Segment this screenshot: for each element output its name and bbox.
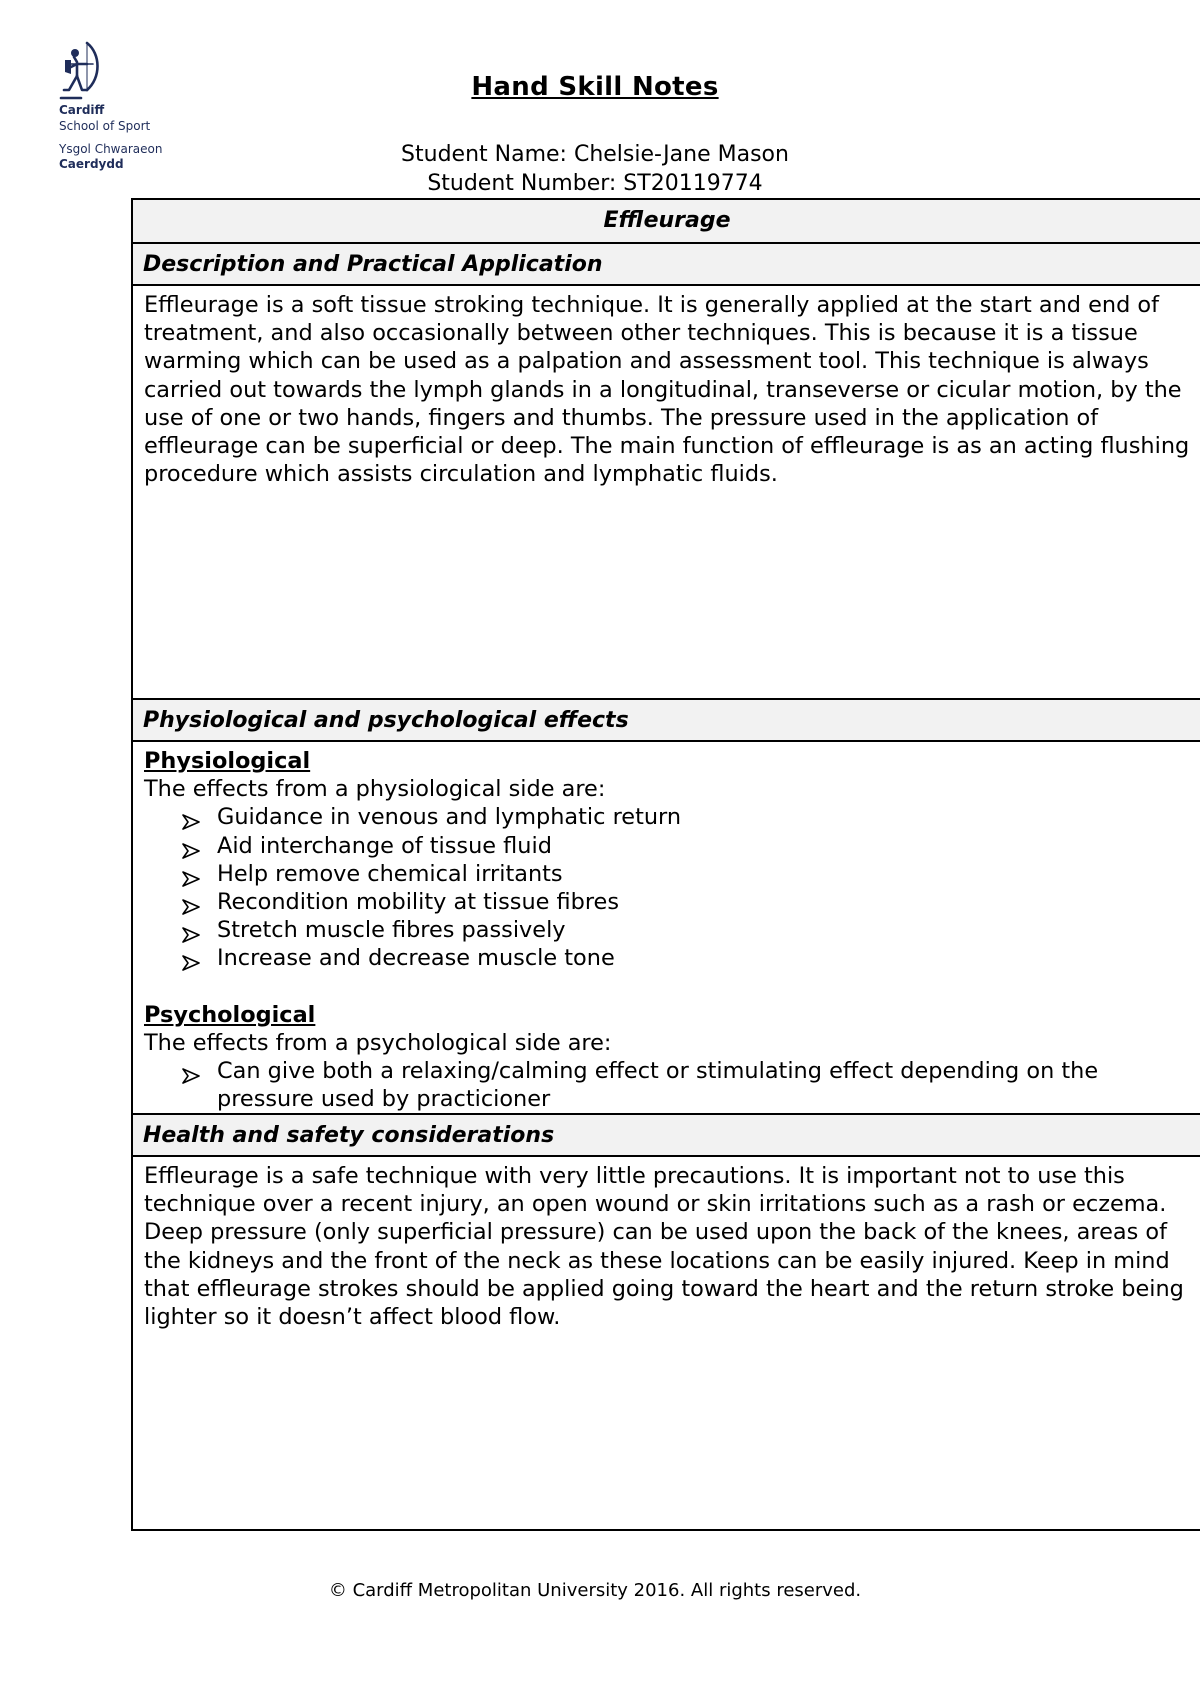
logo-text-school-of-sport: School of Sport (59, 119, 151, 133)
arrow-bullet-icon (182, 809, 200, 825)
page-title: Hand Skill Notes (471, 72, 719, 102)
list-item (182, 1057, 1200, 1113)
list-item (182, 944, 1200, 972)
list-item (182, 832, 1200, 860)
student-name: Student Name: Chelsie-Jane Mason (401, 142, 789, 167)
arrow-bullet-icon (182, 922, 200, 938)
list-item (182, 860, 1200, 888)
arrow-bullet-icon (182, 894, 200, 910)
physiological-intro: The effects from a physiological side are: (144, 776, 606, 803)
student-number: Student Number: ST20119774 (427, 171, 763, 196)
list-item-text: Help remove chemical irritants (217, 860, 563, 887)
list-item (182, 803, 1200, 831)
logo-text-ysgol-chwaraeon: Ysgol Chwaraeon (59, 142, 163, 156)
list-item-text: Recondition mobility at tissue fibres (217, 889, 620, 916)
arrow-bullet-icon (182, 950, 200, 966)
effects-section (133, 740, 1200, 1113)
safety-text: Effleurage is a safe technique with very little precautions. It is important not to use this technique over a recent injury, an open wound or skin irritations such as a rash or eczema. Deep pressure (only superficial pressure) can be used upon the back of the knees, areas of the kidneys and the front of the neck as these locations can be easily injured. Keep in mind that effleurage strokes should be applied going toward the heart and the return stroke being lighter so it doesn’t affect blood flow. (133, 1155, 1200, 1529)
arrow-bullet-icon (182, 838, 200, 854)
section-spacer (144, 973, 1200, 1001)
list-item-text: Guidance in venous and lymphatic return (217, 804, 682, 831)
list-item-text: Stretch muscle fibres passively (217, 917, 566, 944)
psychological-list (144, 1057, 1200, 1113)
psychological-intro: The effects from a psychological side are: (144, 1029, 612, 1056)
list-item (182, 888, 1200, 916)
psychological-subheading: Psychological (144, 1001, 316, 1028)
description-text: Effleurage is a soft tissue stroking technique. It is generally applied at the start and end of treatment, and also occasionally between other techniques. This is because it is a tissue warming which can be used as a palpation and assessment tool. This technique is always carried out towards the lymph glands in a longitudinal, transeverse or cicular motion, by the use of one or two hands, fingers and thumbs. The pressure used in the application of effleurage can be superficial or deep. The main function of effleurage is as an acting flushing procedure which assists circulation and lymphatic fluids. (133, 284, 1200, 698)
notes-table (131, 198, 1200, 1531)
arrow-bullet-icon (182, 866, 200, 882)
technique-title: Effleurage (133, 200, 1200, 242)
arrow-bullet-icon (182, 1063, 200, 1079)
list-item-text: Can give both a relaxing/calming effect or stimulating effect depending on the pressure used by practicioner (217, 1058, 1099, 1113)
physiological-subheading: Physiological (144, 748, 311, 774)
logo-text-cardiff: Cardiff (59, 103, 105, 117)
copyright-footer: © Cardiff Metropolitan University 2016. All rights reserved. (328, 1580, 862, 1601)
safety-heading: Health and safety considerations (133, 1113, 1200, 1155)
effects-heading: Physiological and psychological effects (133, 698, 1200, 740)
list-item-text: Increase and decrease muscle tone (217, 945, 615, 972)
description-heading: Description and Practical Application (133, 242, 1200, 284)
list-item-text: Aid interchange of tissue fluid (217, 832, 552, 859)
logo-text-caerdydd: Caerdydd (59, 157, 124, 171)
physiological-list (144, 803, 1200, 972)
list-item (182, 916, 1200, 944)
